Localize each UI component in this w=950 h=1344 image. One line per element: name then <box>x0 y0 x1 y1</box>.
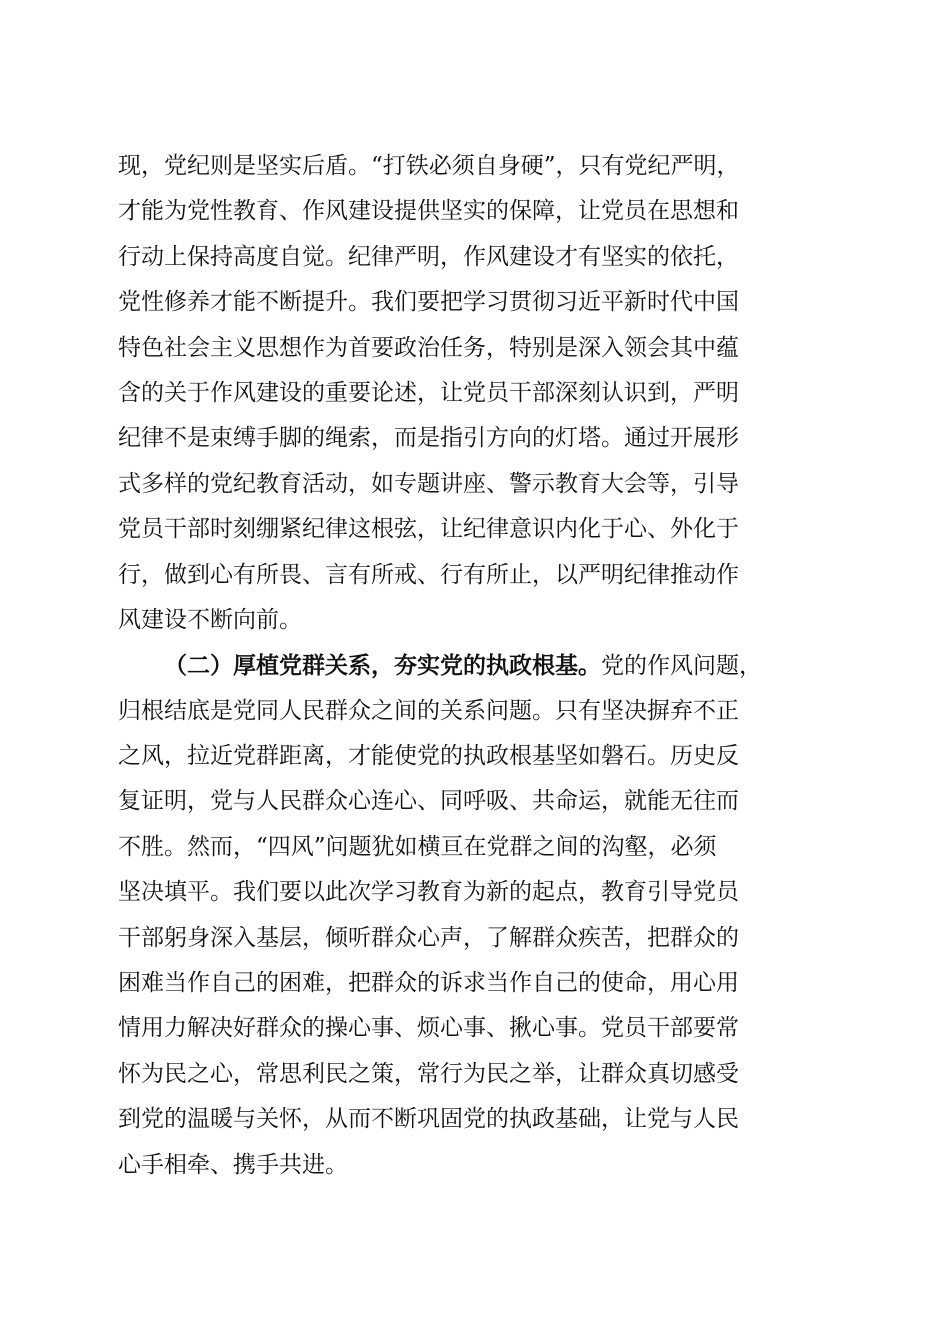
paragraph-line: 归根结底是党同人民群众之间的关系问题。只有坚决摒弃不正 <box>118 697 739 724</box>
paragraph-line: 不胜。然而，“四风”问题犹如横亘在党群之间的沟壑，必须 <box>118 833 717 860</box>
paragraph-first-line <box>118 643 830 688</box>
paragraph-line: 式多样的党纪教育活动，如专题讲座、警示教育大会等，引导 <box>118 470 739 497</box>
paragraph-line: 行动上保持高度自觉。纪律严明，作风建设才有坚实的依托， <box>118 243 739 270</box>
paragraph-line: 干部躬身深入基层，倾听群众心声，了解群众疾苦，把群众的 <box>118 924 739 951</box>
paragraph-line: 行，做到心有所畏、言有所戒、行有所止，以严明纪律推动作 <box>118 561 739 588</box>
document-body <box>118 144 830 1188</box>
paragraph-line: 纪律不是束缚手脚的绳索，而是指引方向的灯塔。通过开展形 <box>118 425 739 452</box>
paragraph-line: 现，党纪则是坚实后盾。“打铁必须自身硬”，只有党纪严明， <box>118 153 740 179</box>
paragraph-line: 党性修养才能不断提升。我们要把学习贯彻习近平新时代中国 <box>118 289 739 316</box>
paragraph-2 <box>118 643 830 1188</box>
paragraph-line: 情用力解决好群众的操心事、烦心事、揪心事。党员干部要常 <box>118 1015 739 1042</box>
heading-line-rest: 党的作风问题， <box>601 653 762 680</box>
paragraph-line: 到党的温暖与关怀，从而不断巩固党的执政基础，让党与人民 <box>118 1106 739 1133</box>
paragraph-line: 困难当作自己的困难，把群众的诉求当作自己的使命，用心用 <box>118 970 739 997</box>
paragraph-line: 复证明，党与人民群众心连心、同呼吸、共命运，就能无往而 <box>118 788 739 815</box>
paragraph-line: 心手相牵、携手共进。 <box>118 1151 348 1178</box>
paragraph-line: 之风，拉近党群距离，才能使党的执政根基坚如磐石。历史反 <box>118 743 739 770</box>
paragraph-1 <box>118 144 830 643</box>
paragraph-line: 才能为党性教育、作风建设提供坚实的保障，让党员在思想和 <box>118 198 739 225</box>
paragraph-line: 风建设不断向前。 <box>118 606 302 633</box>
paragraph-line: 含的关于作风建设的重要论述，让党员干部深刻认识到，严明 <box>118 379 739 406</box>
section-heading: （二）厚植党群关系，夯实党的执政根基。 <box>164 652 601 680</box>
paragraph-line: 党员干部时刻绷紧纪律这根弦，让纪律意识内化于心、外化于 <box>118 516 739 543</box>
paragraph-line: 怀为民之心，常思利民之策，常行为民之举，让群众真切感受 <box>118 1060 739 1087</box>
paragraph-line: 坚决填平。我们要以此次学习教育为新的起点，教育引导党员 <box>118 879 739 906</box>
paragraph-line: 特色社会主义思想作为首要政治任务，特别是深入领会其中蕴 <box>118 334 739 361</box>
